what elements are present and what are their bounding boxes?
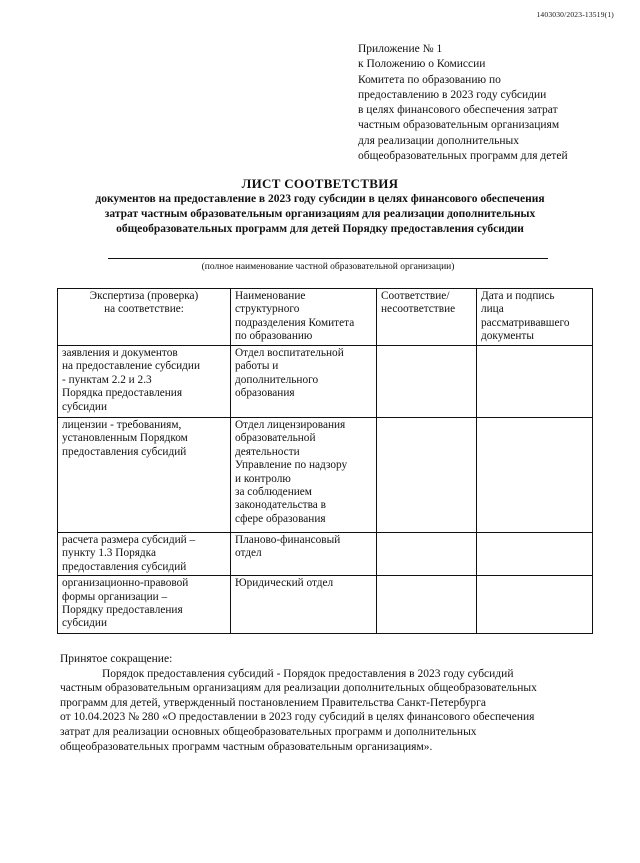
document-subtitle — [60, 192, 580, 237]
appendix-line: к Положению о Комиссии — [358, 58, 486, 71]
column-header-compliance: Соответствие/ несоответствие — [377, 289, 477, 346]
table-row — [58, 576, 593, 634]
check-cell: заявления и документов на предоставление субсидии - пунктам 2.2 и 2.3 Порядка предоставления субсидии — [58, 346, 231, 418]
check-cell: организационно-правовой формы организации – Порядку предоставления субсидии — [58, 576, 231, 634]
abbreviation-line: общеобразовательных программ частным образовательным организациям». — [60, 740, 433, 753]
compliance-cell — [377, 533, 477, 576]
appendix-block — [358, 42, 620, 164]
check-cell: лицензии - требованиям, установленным Порядком предоставления субсидий — [58, 418, 231, 533]
appendix-line: Комитета по образованию по — [358, 73, 501, 86]
abbreviation-line: частным образовательным организациям для реализации дополнительных общеобразовательных — [60, 682, 537, 695]
subtitle-line: затрат частным образовательным организациям для реализации дополнительных — [104, 208, 536, 220]
department-cell: Планово-финансовый отдел — [231, 533, 377, 576]
signature-cell — [477, 533, 593, 576]
compliance-cell — [377, 576, 477, 634]
abbreviation-label: Принятое сокращение: — [60, 653, 173, 665]
department-cell: Отдел лицензирования образовательной деятельности Управление по надзору и контролю за соблюдением законодательства в сфере образования — [231, 418, 377, 533]
appendix-line: Приложение № 1 — [358, 43, 443, 55]
signature-cell — [477, 576, 593, 634]
table-row — [58, 533, 593, 576]
abbreviation-line: затрат для реализации основных общеобразовательных программ и дополнительных — [60, 725, 477, 738]
table-row — [58, 346, 593, 418]
document-title: ЛИСТ СООТВЕТСТВИЯ — [241, 176, 399, 191]
check-cell: расчета размера субсидий – пункту 1.3 Порядка предоставления субсидий — [58, 533, 231, 576]
subtitle-line: общеобразовательных программ для детей Порядку предоставления субсидии — [116, 223, 524, 235]
document-number: 1403030/2023-13519(1) — [536, 10, 614, 19]
abbreviation-line: программ для детей, утвержденный постановлением Правительства Санкт-Петербурга — [60, 696, 486, 709]
appendix-line: частным образовательным организациям — [358, 119, 560, 132]
subtitle-line: документов на предоставление в 2023 году субсидии в целях финансового обеспечения — [95, 193, 545, 205]
abbreviation-block — [60, 652, 600, 754]
table-header-row — [58, 289, 593, 346]
organization-name-field-line — [108, 258, 548, 259]
table-row — [58, 418, 593, 533]
appendix-line: предоставлению в 2023 году субсидии — [358, 88, 547, 101]
column-header-signature: Дата и подпись лица рассматривавшего документы — [477, 289, 593, 346]
appendix-line: в целях финансового обеспечения затрат — [358, 104, 558, 117]
appendix-line: общеобразовательных программ для детей — [358, 150, 568, 163]
compliance-cell — [377, 346, 477, 418]
signature-cell — [477, 346, 593, 418]
compliance-cell — [377, 418, 477, 533]
column-header-check: Экспертиза (проверка) на соответствие: — [58, 289, 231, 346]
abbreviation-line: от 10.04.2023 № 280 «О предоставлении в 2023 году субсидий в целях финансового обеспечения — [60, 711, 535, 724]
abbreviation-line: Порядок предоставления субсидий - Порядок предоставления в 2023 году субсидий — [102, 667, 514, 680]
signature-cell — [477, 418, 593, 533]
department-cell: Отдел воспитательной работы и дополнительного образования — [231, 346, 377, 418]
column-header-department: Наименование структурного подразделения Комитета по образованию — [231, 289, 377, 346]
organization-name-caption: (полное наименование частной образовательной организации) — [201, 262, 455, 272]
appendix-line: для реализации дополнительных — [358, 134, 519, 147]
compliance-table — [57, 288, 593, 634]
department-cell: Юридический отдел — [231, 576, 377, 634]
